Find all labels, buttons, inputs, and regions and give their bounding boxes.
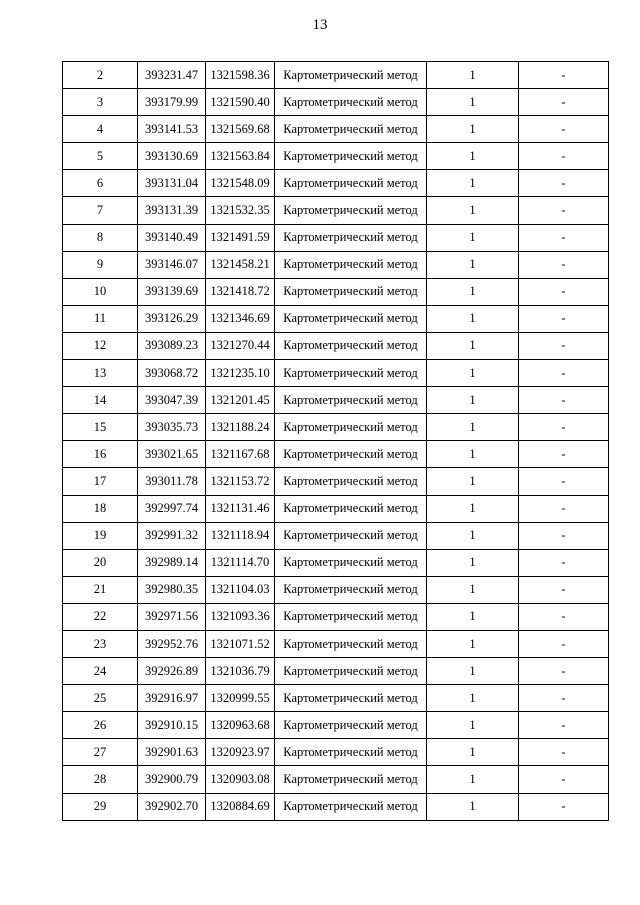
y-coordinate-cell: 1321118.94 (206, 522, 275, 549)
y-coordinate-cell: 1320999.55 (206, 685, 275, 712)
point-number-cell: 20 (63, 549, 138, 576)
y-coordinate-cell: 1321167.68 (206, 441, 275, 468)
point-number-cell: 15 (63, 414, 138, 441)
table-row (63, 468, 609, 495)
method-cell: Картометрический метод (275, 170, 427, 197)
y-coordinate-cell: 1321563.84 (206, 143, 275, 170)
x-coordinate-cell: 393130.69 (138, 143, 206, 170)
method-cell: Картометрический метод (275, 468, 427, 495)
note-cell: - (519, 685, 609, 712)
table-row (63, 224, 609, 251)
y-coordinate-cell: 1321598.36 (206, 62, 275, 89)
accuracy-cell: 1 (427, 360, 519, 387)
accuracy-cell: 1 (427, 170, 519, 197)
table-row (63, 62, 609, 89)
accuracy-cell: 1 (427, 603, 519, 630)
y-coordinate-cell: 1321590.40 (206, 89, 275, 116)
table-row (63, 766, 609, 793)
table-row (63, 522, 609, 549)
method-cell: Картометрический метод (275, 603, 427, 630)
accuracy-cell: 1 (427, 441, 519, 468)
note-cell: - (519, 305, 609, 332)
y-coordinate-cell: 1320884.69 (206, 793, 275, 820)
table-row (63, 387, 609, 414)
note-cell: - (519, 441, 609, 468)
method-cell: Картометрический метод (275, 793, 427, 820)
point-number-cell: 3 (63, 89, 138, 116)
x-coordinate-cell: 393141.53 (138, 116, 206, 143)
table-row (63, 116, 609, 143)
point-number-cell: 19 (63, 522, 138, 549)
method-cell: Картометрический метод (275, 766, 427, 793)
y-coordinate-cell: 1321071.52 (206, 630, 275, 657)
note-cell: - (519, 414, 609, 441)
accuracy-cell: 1 (427, 62, 519, 89)
accuracy-cell: 1 (427, 197, 519, 224)
note-cell: - (519, 712, 609, 739)
accuracy-cell: 1 (427, 495, 519, 522)
y-coordinate-cell: 1321153.72 (206, 468, 275, 495)
x-coordinate-cell: 393047.39 (138, 387, 206, 414)
y-coordinate-cell: 1321548.09 (206, 170, 275, 197)
method-cell: Картометрический метод (275, 251, 427, 278)
point-number-cell: 26 (63, 712, 138, 739)
point-number-cell: 7 (63, 197, 138, 224)
x-coordinate-cell: 392971.56 (138, 603, 206, 630)
table-row (63, 658, 609, 685)
table-row (63, 197, 609, 224)
y-coordinate-cell: 1321235.10 (206, 360, 275, 387)
method-cell: Картометрический метод (275, 360, 427, 387)
point-number-cell: 28 (63, 766, 138, 793)
y-coordinate-cell: 1321093.36 (206, 603, 275, 630)
x-coordinate-cell: 393179.99 (138, 89, 206, 116)
note-cell: - (519, 549, 609, 576)
point-number-cell: 14 (63, 387, 138, 414)
x-coordinate-cell: 393089.23 (138, 332, 206, 359)
x-coordinate-cell: 393035.73 (138, 414, 206, 441)
note-cell: - (519, 576, 609, 603)
method-cell: Картометрический метод (275, 712, 427, 739)
method-cell: Картометрический метод (275, 685, 427, 712)
y-coordinate-cell: 1320903.08 (206, 766, 275, 793)
table-row (63, 603, 609, 630)
method-cell: Картометрический метод (275, 224, 427, 251)
x-coordinate-cell: 393140.49 (138, 224, 206, 251)
x-coordinate-cell: 393126.29 (138, 305, 206, 332)
method-cell: Картометрический метод (275, 576, 427, 603)
coordinates-table (62, 61, 609, 821)
accuracy-cell: 1 (427, 658, 519, 685)
note-cell: - (519, 116, 609, 143)
method-cell: Картометрический метод (275, 522, 427, 549)
accuracy-cell: 1 (427, 522, 519, 549)
x-coordinate-cell: 392997.74 (138, 495, 206, 522)
method-cell: Картометрический метод (275, 332, 427, 359)
table-row (63, 414, 609, 441)
accuracy-cell: 1 (427, 224, 519, 251)
note-cell: - (519, 739, 609, 766)
note-cell: - (519, 658, 609, 685)
note-cell: - (519, 251, 609, 278)
method-cell: Картометрический метод (275, 414, 427, 441)
x-coordinate-cell: 393146.07 (138, 251, 206, 278)
y-coordinate-cell: 1320963.68 (206, 712, 275, 739)
accuracy-cell: 1 (427, 766, 519, 793)
x-coordinate-cell: 393139.69 (138, 278, 206, 305)
accuracy-cell: 1 (427, 332, 519, 359)
point-number-cell: 18 (63, 495, 138, 522)
note-cell: - (519, 468, 609, 495)
page-number: 13 (312, 17, 328, 33)
method-cell: Картометрический метод (275, 62, 427, 89)
x-coordinate-cell: 392902.70 (138, 793, 206, 820)
x-coordinate-cell: 392901.63 (138, 739, 206, 766)
point-number-cell: 6 (63, 170, 138, 197)
x-coordinate-cell: 392926.89 (138, 658, 206, 685)
point-number-cell: 12 (63, 332, 138, 359)
table-row (63, 89, 609, 116)
accuracy-cell: 1 (427, 414, 519, 441)
accuracy-cell: 1 (427, 739, 519, 766)
x-coordinate-cell: 393131.39 (138, 197, 206, 224)
point-number-cell: 21 (63, 576, 138, 603)
note-cell: - (519, 603, 609, 630)
note-cell: - (519, 495, 609, 522)
accuracy-cell: 1 (427, 305, 519, 332)
note-cell: - (519, 278, 609, 305)
x-coordinate-cell: 392952.76 (138, 630, 206, 657)
accuracy-cell: 1 (427, 387, 519, 414)
y-coordinate-cell: 1321569.68 (206, 116, 275, 143)
x-coordinate-cell: 392991.32 (138, 522, 206, 549)
table-row (63, 739, 609, 766)
method-cell: Картометрический метод (275, 197, 427, 224)
point-number-cell: 25 (63, 685, 138, 712)
method-cell: Картометрический метод (275, 387, 427, 414)
y-coordinate-cell: 1321532.35 (206, 197, 275, 224)
y-coordinate-cell: 1321346.69 (206, 305, 275, 332)
table-row (63, 712, 609, 739)
point-number-cell: 4 (63, 116, 138, 143)
x-coordinate-cell: 392989.14 (138, 549, 206, 576)
table-row (63, 441, 609, 468)
x-coordinate-cell: 393131.04 (138, 170, 206, 197)
point-number-cell: 16 (63, 441, 138, 468)
x-coordinate-cell: 392916.97 (138, 685, 206, 712)
point-number-cell: 24 (63, 658, 138, 685)
method-cell: Картометрический метод (275, 495, 427, 522)
point-number-cell: 22 (63, 603, 138, 630)
method-cell: Картометрический метод (275, 89, 427, 116)
point-number-cell: 23 (63, 630, 138, 657)
accuracy-cell: 1 (427, 468, 519, 495)
x-coordinate-cell: 393068.72 (138, 360, 206, 387)
x-coordinate-cell: 392900.79 (138, 766, 206, 793)
accuracy-cell: 1 (427, 116, 519, 143)
point-number-cell: 5 (63, 143, 138, 170)
point-number-cell: 29 (63, 793, 138, 820)
table-row (63, 305, 609, 332)
method-cell: Картометрический метод (275, 658, 427, 685)
point-number-cell: 9 (63, 251, 138, 278)
table-row (63, 143, 609, 170)
method-cell: Картометрический метод (275, 549, 427, 576)
table-row (63, 332, 609, 359)
accuracy-cell: 1 (427, 793, 519, 820)
y-coordinate-cell: 1321114.70 (206, 549, 275, 576)
accuracy-cell: 1 (427, 630, 519, 657)
note-cell: - (519, 387, 609, 414)
accuracy-cell: 1 (427, 576, 519, 603)
coordinates-table-body (63, 62, 609, 821)
x-coordinate-cell: 393011.78 (138, 468, 206, 495)
table-row (63, 170, 609, 197)
note-cell: - (519, 630, 609, 657)
method-cell: Картометрический метод (275, 630, 427, 657)
table-row (63, 360, 609, 387)
accuracy-cell: 1 (427, 685, 519, 712)
note-cell: - (519, 170, 609, 197)
accuracy-cell: 1 (427, 143, 519, 170)
accuracy-cell: 1 (427, 278, 519, 305)
note-cell: - (519, 766, 609, 793)
point-number-cell: 17 (63, 468, 138, 495)
y-coordinate-cell: 1321188.24 (206, 414, 275, 441)
table-row (63, 278, 609, 305)
y-coordinate-cell: 1321270.44 (206, 332, 275, 359)
method-cell: Картометрический метод (275, 305, 427, 332)
method-cell: Картометрический метод (275, 739, 427, 766)
note-cell: - (519, 360, 609, 387)
y-coordinate-cell: 1320923.97 (206, 739, 275, 766)
y-coordinate-cell: 1321104.03 (206, 576, 275, 603)
x-coordinate-cell: 393021.65 (138, 441, 206, 468)
method-cell: Картометрический метод (275, 441, 427, 468)
y-coordinate-cell: 1321036.79 (206, 658, 275, 685)
point-number-cell: 2 (63, 62, 138, 89)
note-cell: - (519, 332, 609, 359)
x-coordinate-cell: 393231.47 (138, 62, 206, 89)
table-row (63, 495, 609, 522)
point-number-cell: 27 (63, 739, 138, 766)
point-number-cell: 8 (63, 224, 138, 251)
y-coordinate-cell: 1321418.72 (206, 278, 275, 305)
table-row (63, 251, 609, 278)
accuracy-cell: 1 (427, 549, 519, 576)
y-coordinate-cell: 1321201.45 (206, 387, 275, 414)
table-row (63, 685, 609, 712)
x-coordinate-cell: 392980.35 (138, 576, 206, 603)
note-cell: - (519, 793, 609, 820)
x-coordinate-cell: 392910.15 (138, 712, 206, 739)
method-cell: Картометрический метод (275, 116, 427, 143)
accuracy-cell: 1 (427, 89, 519, 116)
point-number-cell: 13 (63, 360, 138, 387)
note-cell: - (519, 89, 609, 116)
accuracy-cell: 1 (427, 251, 519, 278)
table-row (63, 576, 609, 603)
y-coordinate-cell: 1321458.21 (206, 251, 275, 278)
method-cell: Картометрический метод (275, 278, 427, 305)
point-number-cell: 10 (63, 278, 138, 305)
note-cell: - (519, 197, 609, 224)
accuracy-cell: 1 (427, 712, 519, 739)
table-row (63, 793, 609, 820)
note-cell: - (519, 143, 609, 170)
table-row (63, 549, 609, 576)
method-cell: Картометрический метод (275, 143, 427, 170)
note-cell: - (519, 62, 609, 89)
note-cell: - (519, 224, 609, 251)
point-number-cell: 11 (63, 305, 138, 332)
table-row (63, 630, 609, 657)
y-coordinate-cell: 1321131.46 (206, 495, 275, 522)
y-coordinate-cell: 1321491.59 (206, 224, 275, 251)
note-cell: - (519, 522, 609, 549)
